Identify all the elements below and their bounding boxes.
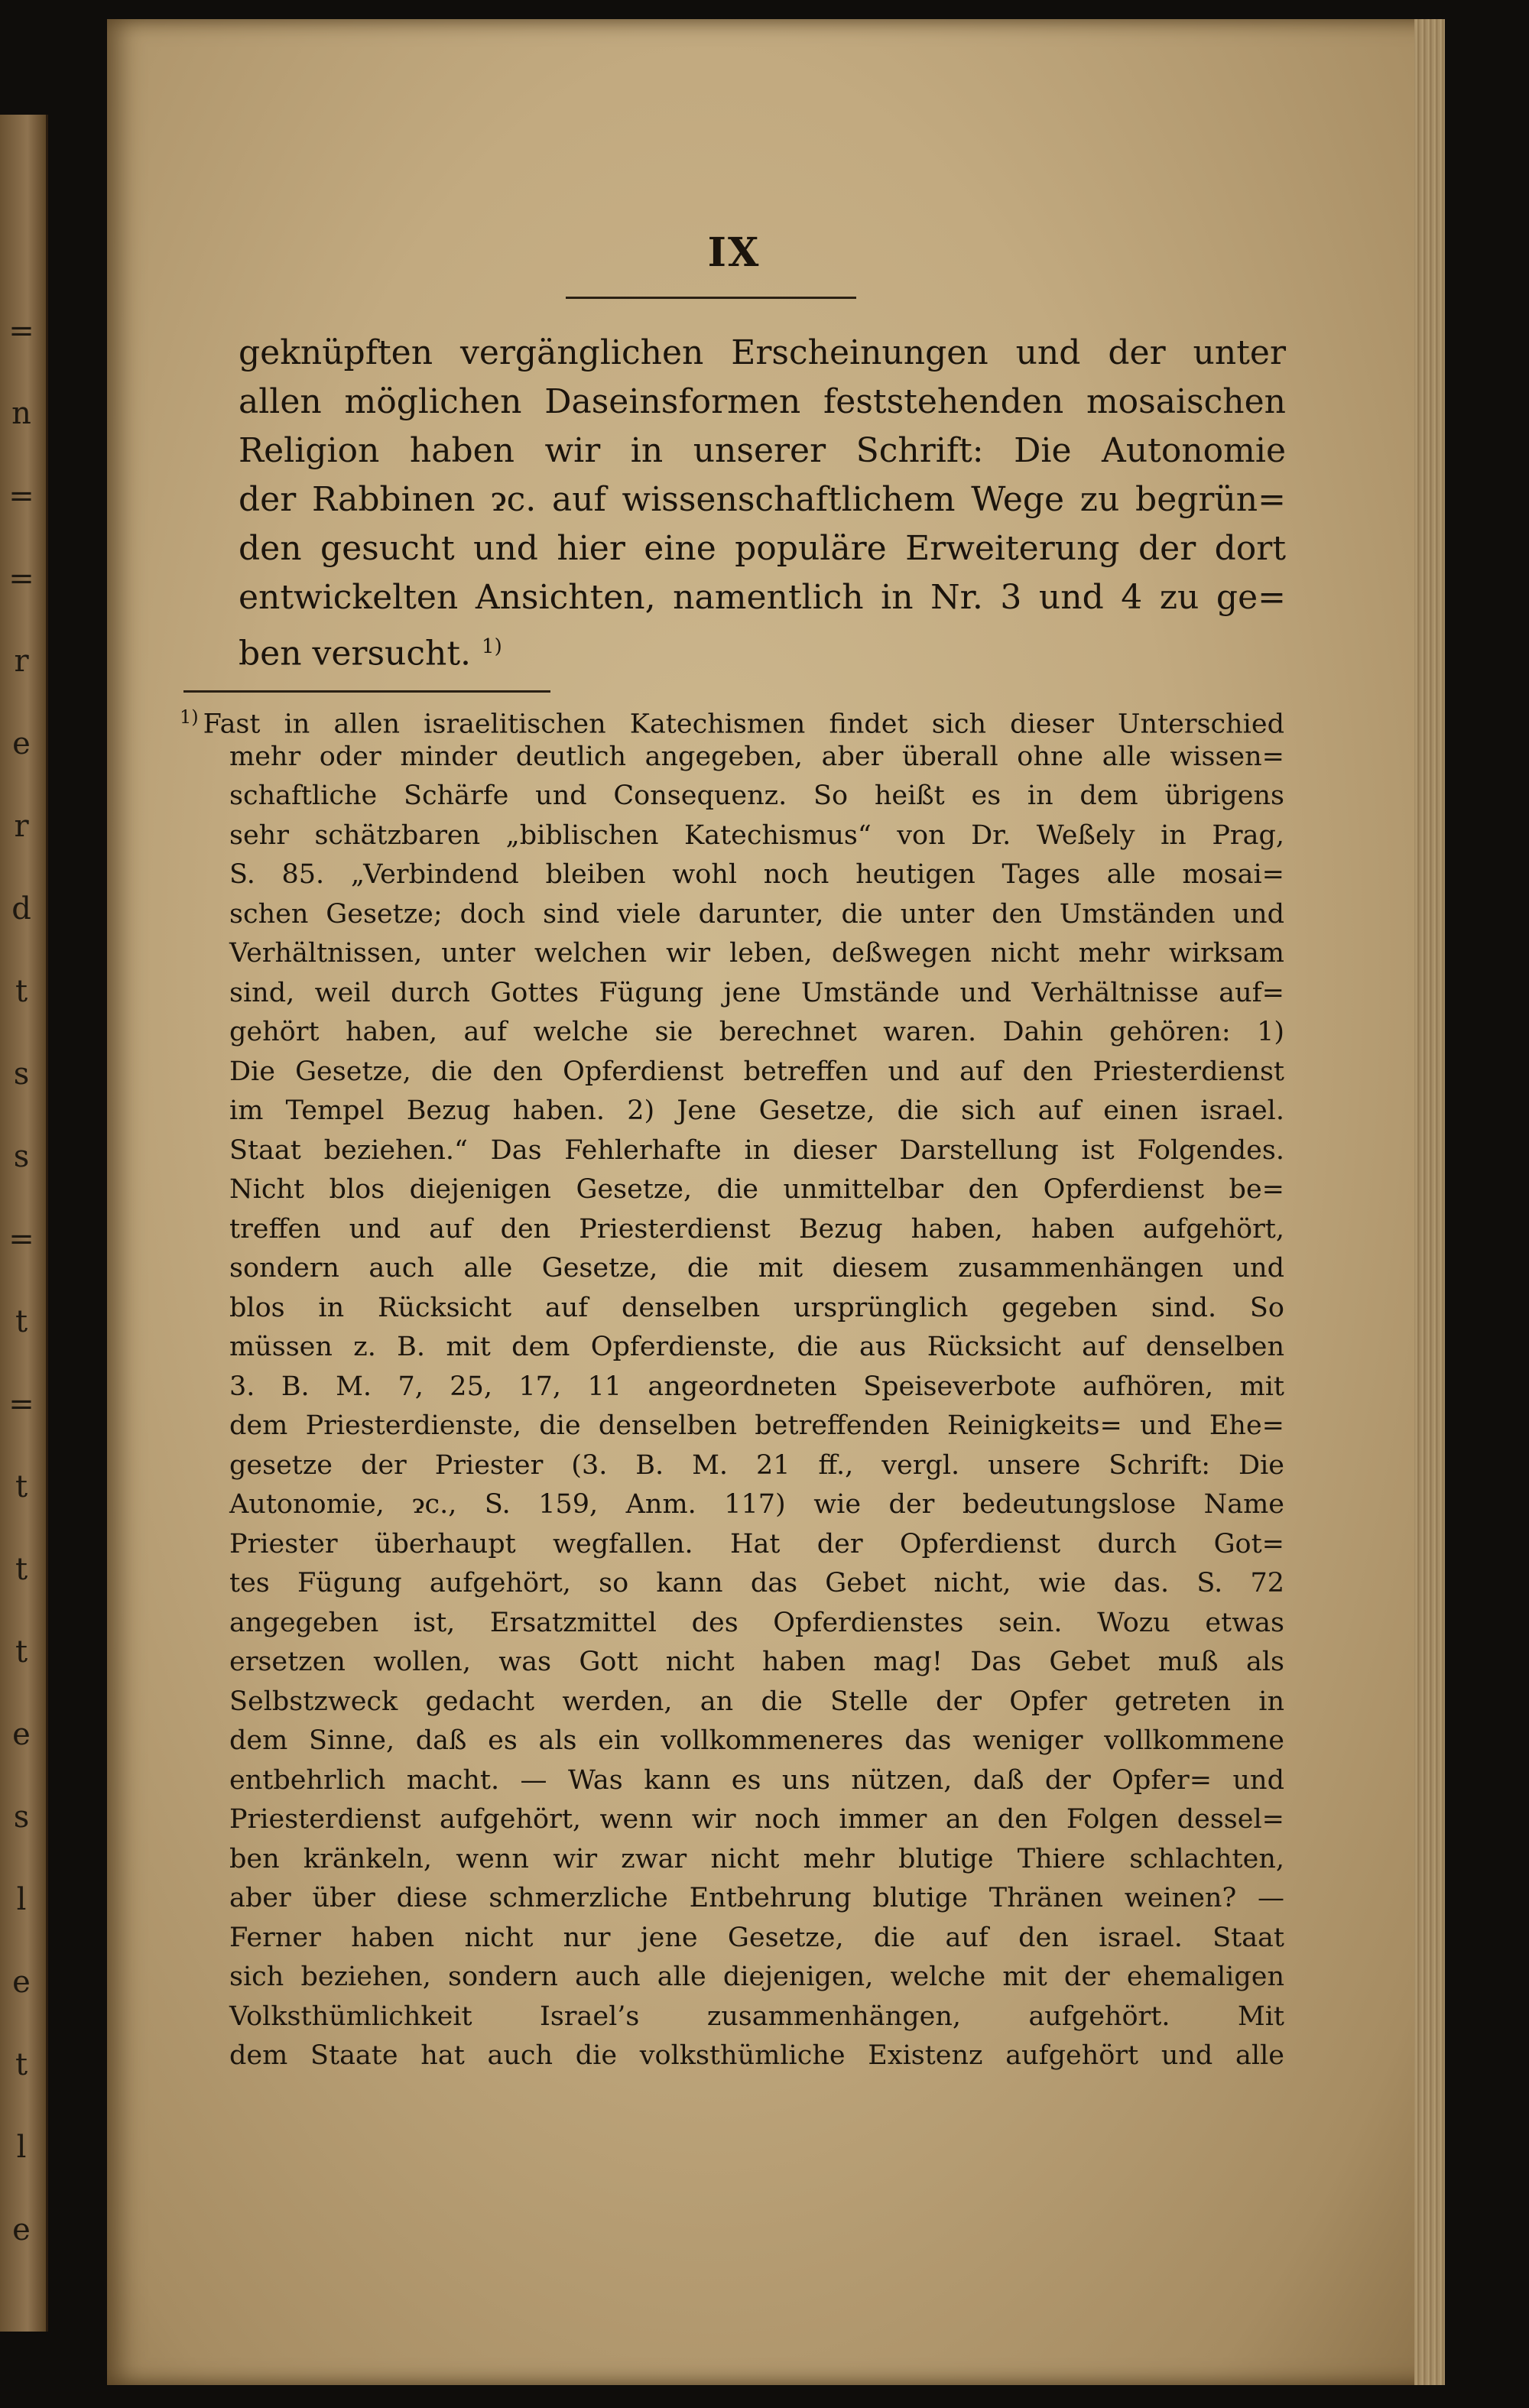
footnote-line	[180, 1053, 1284, 1092]
footnote-line-text: sondern auch alle Gesetze, die mit diesem zusammenhängen und	[229, 1253, 1284, 1284]
footnote-line	[180, 1761, 1284, 1801]
footnote-line-text: dem Priesterdienste, die denselben betreffenden Reinigkeits= und Ehe=	[229, 1410, 1284, 1441]
footnote-line	[180, 1958, 1284, 1997]
footnote-line	[180, 1249, 1284, 1289]
footnote-line-text: treffen und auf den Priesterdienst Bezug haben, haben aufgehört,	[229, 1213, 1284, 1245]
footnote-marker-number: 1	[180, 706, 192, 728]
footnote-line	[180, 738, 1284, 777]
footnote-line-text: Verhältnissen, unter welchen wir leben, deßwegen nicht mehr wirksam	[229, 938, 1284, 969]
adjacent-page-letter: d	[11, 891, 31, 927]
adjacent-page-letter: t	[15, 1469, 28, 1504]
footnote-line	[180, 1643, 1284, 1683]
footnote-line-text: mehr oder minder deutlich angegeben, aber überall ohne alle wissen=	[229, 741, 1284, 772]
adjacent-page-letter: e	[12, 726, 31, 761]
footnote-line	[180, 1722, 1284, 1761]
footnote-line	[180, 777, 1284, 816]
header-rule	[566, 297, 856, 299]
footnote-line	[180, 934, 1284, 974]
main-text	[239, 329, 1286, 671]
footnote-line	[180, 1407, 1284, 1446]
footnote-line	[180, 1683, 1284, 1722]
footnote-line	[180, 1564, 1284, 1604]
adjacent-page-letter: t	[15, 1634, 28, 1670]
footnote-line-text: müssen z. B. mit dem Opferdienste, die aus Rücksicht auf denselben	[229, 1332, 1284, 1362]
footnote-line	[180, 1840, 1284, 1880]
adjacent-page-letter: r	[14, 809, 29, 844]
book-page	[107, 19, 1445, 2385]
footnote-line-text: sich beziehen, sondern auch alle diejenigen, welche mit der ehemaligen	[229, 1962, 1284, 1992]
adjacent-page-letter: s	[13, 1800, 30, 1835]
adjacent-page-letter: =	[8, 313, 34, 349]
footnote-line	[180, 1879, 1284, 1919]
footnote-line	[180, 1368, 1284, 1407]
body-line: geknüpften vergänglichen Erscheinungen und der unter	[239, 333, 1286, 372]
footnote-line	[180, 1446, 1284, 1486]
footnote-reference-number: 1	[482, 635, 495, 658]
footnote-line	[180, 895, 1284, 935]
footnote-line	[180, 1170, 1284, 1210]
footnote-line-text: ersetzen wollen, was Gott nicht haben mag! Das Gebet muß als	[229, 1647, 1284, 1677]
adjacent-page-letter: e	[12, 1717, 31, 1752]
footnote-line	[180, 855, 1284, 895]
footnote-line	[180, 1800, 1284, 1840]
footnote-line-text: aber über diese schmerzliche Entbehrung blutige Thränen weinen? —	[229, 1883, 1284, 1913]
footnote-line-text: Volksthümlichkeit Israel’s zusammenhängen, aufgehört. Mit	[229, 2001, 1284, 2032]
footnote-line-text: Fast in allen israelitischen Katechismen findet sich dieser Unterschied	[203, 709, 1284, 740]
footnote-line-text: ben kränkeln, wenn wir zwar nicht mehr blutige Thiere schlachten,	[229, 1843, 1284, 1874]
adjacent-page-edge	[0, 115, 48, 2332]
adjacent-page-letter: s	[13, 1056, 30, 1092]
footnote	[180, 698, 1284, 2076]
footnote-line-text: blos in Rücksicht auf denselben ursprünglich gegeben sind. So	[229, 1292, 1284, 1323]
footnote-marker: 1)	[180, 706, 199, 728]
body-line-text: ben versucht.	[239, 634, 472, 673]
footnote-line	[180, 1485, 1284, 1525]
adjacent-page-letter: t	[15, 2047, 28, 2082]
footnote-line-text: sind, weil durch Gottes Fügung jene Umstände und Verhältnisse auf=	[229, 977, 1284, 1008]
adjacent-page-letter: =	[8, 1387, 34, 1422]
footnote-line-text: Priesterdienst aufgehört, wenn wir noch immer an den Folgen dessel=	[229, 1804, 1284, 1835]
body-line: entwickelten Ansichten, namentlich in Nr. 3 und 4 zu ge=	[239, 578, 1286, 617]
page-number: IX	[707, 229, 761, 276]
adjacent-page-letter: n	[11, 396, 31, 431]
footnote-line	[180, 1525, 1284, 1565]
body-line: der Rabbinen ɂc. auf wissenschaftlichem Wege zu begrün=	[239, 480, 1286, 519]
footnote-line-text: Nicht blos diejenigen Gesetze, die unmittelbar den Opferdienst be=	[229, 1174, 1284, 1205]
body-line: Religion haben wir in unserer Schrift: Die Autonomie	[239, 431, 1286, 470]
footnote-line-text: schen Gesetze; doch sind viele darunter, die unter den Umständen und	[229, 898, 1284, 930]
footnote-line	[180, 1997, 1284, 2037]
adjacent-page-letter: =	[8, 561, 34, 596]
adjacent-page-letter: r	[14, 644, 29, 679]
footnote-line-text: Die Gesetze, die den Opferdienst betreffen und auf den Priesterdienst	[229, 1056, 1284, 1087]
adjacent-page-letter: =	[8, 479, 34, 514]
footnote-line-text: Ferner haben nicht nur jene Gesetze, die auf den israel. Staat	[229, 1922, 1284, 1953]
body-line-last	[239, 622, 1286, 671]
footnote-line-text: dem Staate hat auch die volksthümliche Existenz aufgehört und alle	[229, 2040, 1284, 2071]
footnote-line	[180, 1092, 1284, 1131]
adjacent-page-letter: e	[12, 1965, 31, 2000]
footnote-line-text: im Tempel Bezug haben. 2) Jene Gesetze, die sich auf einen israel.	[229, 1095, 1284, 1126]
footnote-reference: 1)	[482, 635, 502, 658]
footnote-line-text: gehört haben, auf welche sie berechnet waren. Dahin gehören: 1)	[229, 1017, 1284, 1047]
footnote-line-text: Priester überhaupt wegfallen. Hat der Opferdienst durch Got=	[229, 1528, 1284, 1559]
footnote-line-text: sehr schätzbaren „biblischen Katechismus“ von Dr. Weßely in Prag,	[229, 819, 1284, 851]
footnote-line-text: angegeben ist, Ersatzmittel des Opferdienstes sein. Wozu etwas	[229, 1607, 1284, 1638]
footnote-line	[180, 698, 1284, 738]
adjacent-page-letter: e	[12, 2212, 31, 2247]
footnote-line	[180, 974, 1284, 1014]
adjacent-page-letter: t	[15, 974, 28, 1009]
adjacent-page-letter: t	[15, 1552, 28, 1587]
footnote-line	[180, 1289, 1284, 1329]
adjacent-page-letter: s	[13, 1139, 30, 1174]
footnote-rule	[183, 690, 550, 693]
adjacent-page-letter: l	[16, 1882, 27, 1917]
footnote-line-text: Staat beziehen.“ Das Fehlerhafte in dieser Darstellung ist Folgendes.	[229, 1134, 1284, 1166]
footnote-line-text: Autonomie, ɂc., S. 159, Anm. 117) wie der bedeutungslose Name	[229, 1489, 1284, 1520]
footnote-line-text: schaftliche Schärfe und Consequenz. So heißt es in dem übrigens	[229, 780, 1284, 811]
footnote-line-text: gesetze der Priester (3. B. M. 21 ff., vergl. unsere Schrift: Die	[229, 1449, 1284, 1481]
footnote-line	[180, 1013, 1284, 1053]
footnote-line-text: entbehrlich macht. — Was kann es uns nützen, daß der Opfer= und	[229, 1764, 1284, 1796]
footnote-line-text: S. 85. „Verbindend bleiben wohl noch heutigen Tages alle mosai=	[229, 859, 1284, 890]
footnote-line	[180, 2036, 1284, 2076]
footnote-line	[180, 1604, 1284, 1644]
adjacent-page-letter: t	[15, 1304, 28, 1339]
footnote-line-text: 3. B. M. 7, 25, 17, 11 angeordneten Speiseverbote aufhören, mit	[229, 1371, 1284, 1402]
page-stack-edge	[1414, 19, 1445, 2385]
footnote-line-text: tes Fügung aufgehört, so kann das Gebet nicht, wie das. S. 72	[229, 1568, 1284, 1598]
body-line: den gesucht und hier eine populäre Erweiterung der dort	[239, 529, 1286, 568]
body-line: allen möglichen Daseinsformen feststehenden mosaischen	[239, 382, 1286, 421]
footnote-line	[180, 1919, 1284, 1959]
footnote-line	[180, 1210, 1284, 1250]
footnote-line-text: dem Sinne, daß es als ein vollkommeneres das weniger vollkommene	[229, 1725, 1284, 1756]
footnote-line	[180, 1131, 1284, 1171]
footnote-line	[180, 816, 1284, 856]
footnote-line-text: Selbstzweck gedacht werden, an die Stelle der Opfer getreten in	[229, 1686, 1284, 1717]
adjacent-page-letter: l	[16, 2130, 27, 2165]
adjacent-page-letter: =	[8, 1222, 34, 1257]
footnote-line	[180, 1328, 1284, 1368]
